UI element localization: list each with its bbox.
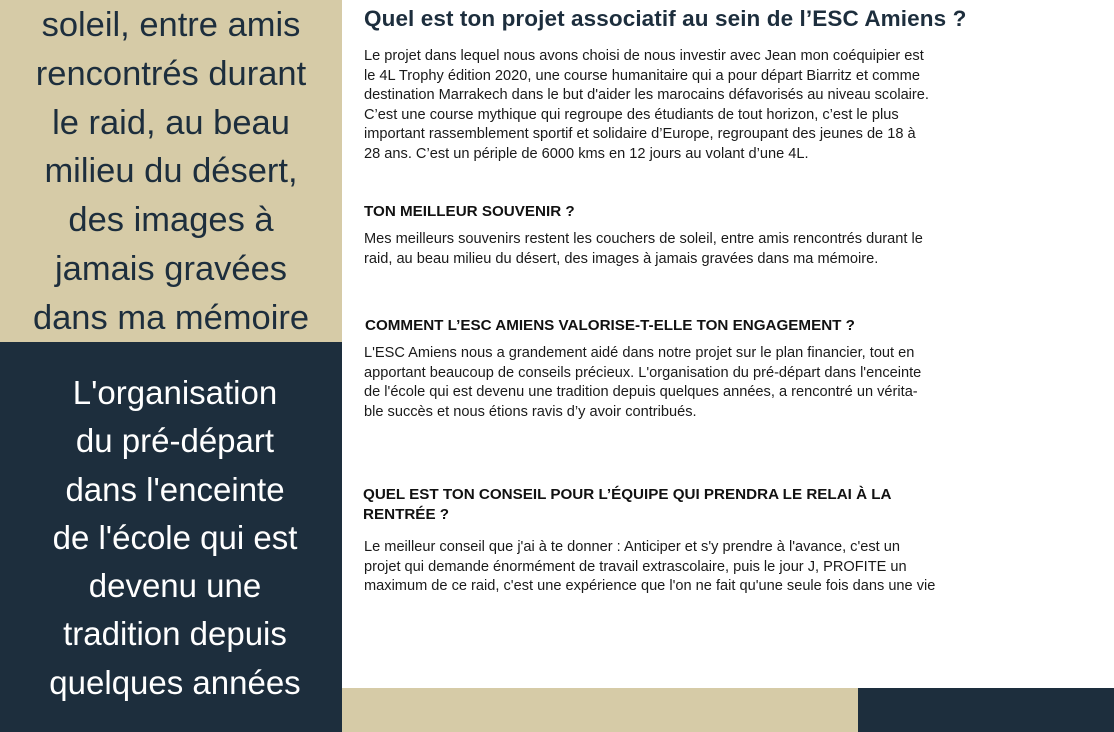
paragraph-line: Le meilleur conseil que j'ai à te donner : Anticiper et s'y prendre à l'avance, c'est un bbox=[364, 539, 901, 555]
paragraph-line: ble succès et nous étions ravis d’y avoir contribués. bbox=[364, 403, 697, 420]
souvenir-paragraph bbox=[364, 230, 923, 269]
section-heading-engagement bbox=[365, 316, 855, 336]
conseil-paragraph bbox=[364, 538, 935, 597]
paragraph-line: apportant beaucoup de conseils précieux. L'organisation du pré-départ dans l'enceinte bbox=[364, 364, 922, 381]
heading-line: TON MEILLEUR SOUVENIR ? bbox=[364, 203, 575, 220]
paragraph-line: raid, au beau milieu du désert, des images à jamais gravées dans ma mémoire. bbox=[364, 250, 879, 267]
quote-line: jamais gravées bbox=[54, 249, 288, 288]
quote-line: dans l'enceinte bbox=[65, 470, 285, 508]
section-heading-souvenir bbox=[364, 202, 575, 222]
footer-navy-band bbox=[858, 688, 1114, 732]
pull-quote-bottom bbox=[0, 342, 342, 732]
paragraph-line: destination Marrakech dans le but d'aider les marocains défavorisés au niveau scolaire. bbox=[364, 87, 929, 104]
quote-line: tradition depuis bbox=[63, 615, 287, 653]
article bbox=[342, 0, 1114, 688]
paragraph-line: le 4L Trophy édition 2020, une course humanitaire qui a pour départ Biarritz et comme bbox=[364, 67, 920, 84]
footer-tan-band bbox=[342, 688, 858, 732]
quote-line: des images à bbox=[68, 201, 274, 240]
paragraph-line: important rassemblement sportif et solidaire d’Europe, regroupant des jeunes de 18 à bbox=[364, 126, 916, 143]
paragraph-line: Le projet dans lequel nous avons choisi de nous investir avec Jean mon coéquipier est bbox=[364, 48, 924, 64]
paragraph-line: 28 ans. C’est un périple de 6000 kms en 12 jours au volant d’une 4L. bbox=[364, 145, 809, 162]
quote-line: soleil, entre amis bbox=[41, 6, 301, 44]
heading-line: QUEL EST TON CONSEIL POUR L’ÉQUIPE QUI PRENDRA LE RELAI À LA bbox=[363, 486, 892, 503]
heading-line: COMMENT L’ESC AMIENS VALORISE-T-ELLE TON ENGAGEMENT ? bbox=[365, 317, 855, 334]
quote-line: devenu une bbox=[88, 567, 262, 605]
paragraph-line: maximum de ce raid, c'est une expérience que l'on ne fait qu'une seule fois dans une vie bbox=[364, 578, 936, 595]
paragraph-line: de l'école qui est devenu une tradition depuis quelques années, a rencontré un vérita- bbox=[364, 384, 918, 401]
quote-line: quelques années bbox=[49, 663, 301, 701]
paragraph-line: projet qui demande énormément de travail extrascolaire, puis le jour J, PROFITE un bbox=[364, 558, 907, 575]
quote-line: rencontrés durant bbox=[35, 54, 307, 93]
intro-paragraph bbox=[364, 47, 929, 165]
engagement-paragraph bbox=[364, 344, 921, 422]
quote-line: du pré-départ bbox=[75, 422, 275, 460]
section-heading-conseil bbox=[363, 485, 892, 525]
heading-line: RENTRÉE ? bbox=[363, 506, 450, 523]
paragraph-line: L'ESC Amiens nous a grandement aidé dans notre projet sur le plan financier, tout en bbox=[364, 345, 915, 361]
quote-line: de l'école qui est bbox=[52, 518, 298, 556]
page-title: Quel est ton projet associatif au sein de l’ESC Amiens ? bbox=[364, 6, 967, 31]
paragraph-line: C’est une course mythique qui regroupe des étudiants de tout horizon, c’est le plus bbox=[364, 106, 899, 123]
paragraph-line: Mes meilleurs souvenirs restent les couchers de soleil, entre amis rencontrés durant le bbox=[364, 231, 923, 247]
pull-quote-top bbox=[0, 0, 342, 342]
quote-line: L'organisation bbox=[72, 374, 278, 411]
quote-line: milieu du désert, bbox=[44, 152, 298, 191]
quote-line: le raid, au beau bbox=[52, 103, 290, 142]
quote-line: dans ma mémoire bbox=[32, 298, 310, 337]
